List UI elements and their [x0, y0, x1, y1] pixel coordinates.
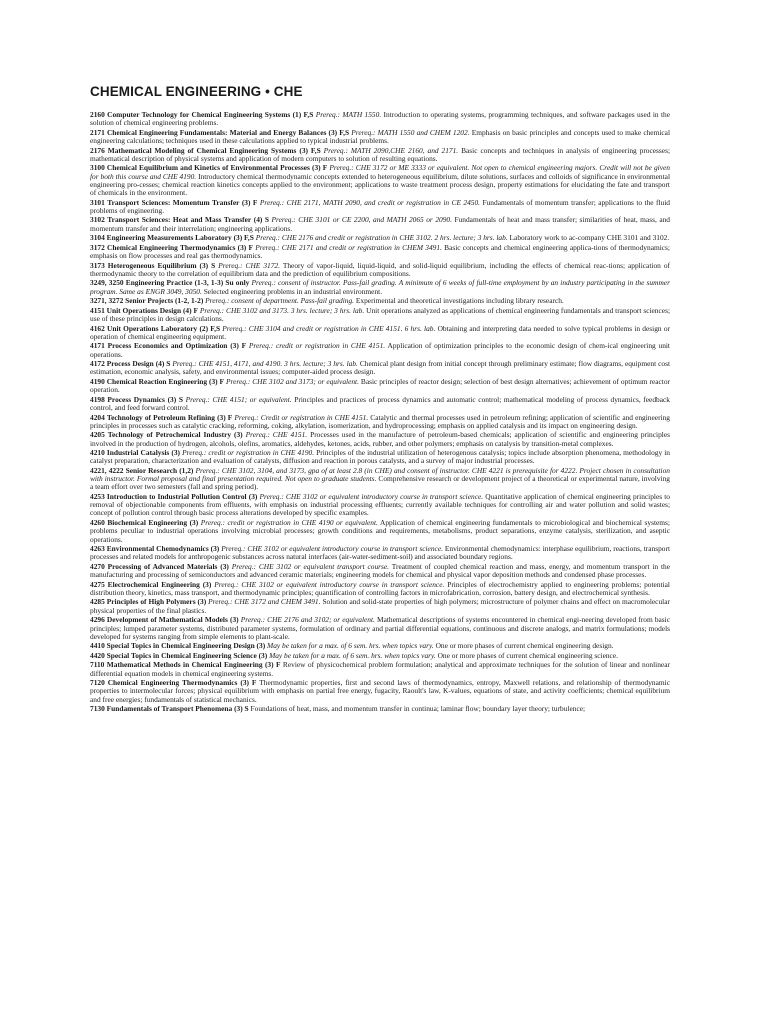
course-title: Chemical Engineering Fundamentals: Material and Energy Balances: [106, 127, 327, 137]
course-credits: (3): [189, 518, 199, 528]
course-prereq: Prereq.: CHE 4151, 4171, and 4190. 3 hrs. lecture; 3 hrs. lab.: [172, 359, 358, 369]
course-entry: [90, 661, 670, 678]
course-description: Mathematical descriptions of systems encountered in chemical engi-neering developed from basic principles; lumped parameter systems, distributed parameter systems, formulation of ordinary and partial differential equations, continuous and discrete analogs, and matrix formulations; models developed for systems ranging from simple elements to plant-scale.: [90, 615, 671, 641]
course-code: 4285: [90, 597, 105, 607]
course-description: Application of optimization principles to the economic design of chem-ical engineering unit operations.: [90, 341, 670, 359]
course-description: Principles of electrochemistry applied to engineering problems; potential distribution theory, kinetics, mass transport, and thermodynamic principles; quantification of controlling factors in microfabrication, corrosion, battery design, and electrochemical synthesis.: [90, 579, 670, 597]
course-entry: [90, 431, 670, 448]
course-code: 3104: [90, 233, 105, 243]
course-prereq: Prereq.: Credit or registration in CHE 4151.: [234, 412, 369, 422]
course-entry: [90, 467, 670, 492]
course-prereq: Prereq.: CHE 3102 and 3173; or equivalent.: [226, 376, 359, 386]
course-prereq: Prereq.: CHE 3104 and credit or registration in CHE 4151. 6 hrs. lab.: [222, 323, 436, 333]
course-title: Special Topics in Chemical Engineering Science: [106, 650, 257, 660]
course-description: Laboratory work to ac-company CHE 3101 and 3102.: [509, 233, 670, 243]
course-code: 3249, 3250: [90, 278, 124, 288]
course-entry: [90, 199, 670, 216]
course-prereq: Prereq.: CHE 2171, MATH 2090, and credit or registration in CE 2450.: [259, 197, 481, 207]
course-credits: (3) F: [312, 163, 328, 173]
course-credits: (3) F,S: [299, 145, 321, 155]
course-credits: (3): [258, 650, 268, 660]
course-entry: [90, 396, 670, 413]
course-credits: (1-2, 1-2): [174, 296, 204, 306]
course-code: 4275: [90, 579, 105, 589]
course-prereq: Prereq.: consent of department. Pass-fail grading.: [205, 296, 355, 306]
course-credits: (3) S: [167, 394, 183, 404]
course-description: Chemical plant design from initial concept through preliminary estimate; flow diagrams, equipment cost estimation, economic analysis, safety, and environmental issues; computer-aided process design.: [90, 359, 671, 377]
course-entry: [90, 164, 670, 197]
course-credits: (1,2): [179, 465, 194, 475]
course-prereq: Prereq.: CHE 3102 or equivalent introductory course in transport science.: [259, 491, 484, 501]
course-credits: (3) F: [230, 341, 247, 351]
course-credits: (3) S: [199, 260, 216, 270]
course-entry: [90, 705, 670, 713]
course-description: Basic concepts and chemical engineering applica-tions of thermodynamics; emphasis on flow processes and real gas thermodynamics.: [90, 242, 670, 261]
course-code: 3172: [90, 242, 105, 252]
course-prereq: Prereq.: CHE 3172.: [218, 260, 280, 270]
course-description: Environmental chemodynamics: interphase equilibrium, reactions, transport processes and related models for anthropogenic substances across natural interfaces (air-water-sediment-soil) and associated boundary regions.: [90, 544, 671, 562]
course-prereq: Prereq.: CHE 2176 and 3102; or equivalent.: [240, 615, 375, 625]
course-code: 2176: [90, 145, 105, 155]
course-credits: (1-3, 1-3) Su only: [194, 278, 250, 288]
course-prereq: Prereq.: credit or registration in CHE 4190.: [182, 448, 315, 458]
course-code: 3271, 3272: [90, 296, 124, 306]
course-prereq: May be taken for a max. of 6 sem. hrs. when topics vary.: [267, 641, 434, 651]
course-title: Chemical Reaction Engineering: [106, 376, 208, 386]
course-entry: [90, 279, 670, 296]
course-credits: (3): [197, 597, 207, 607]
course-description: Emphasis on basic principles and concepts used to make chemical engineering calculations; techniques used in these calculations applied to typical industrial problems.: [90, 127, 670, 146]
course-prereq: Prereq.: CHE 4151.: [245, 430, 308, 440]
course-description: Principles of the industrial utilization of heterogenous catalysis; topics include absorption phenomena, methodology in catalyst preparation, characterization and evaluation of catalysts, diffusion and reaction in porous catalysts, and a survey of major industrial processes.: [90, 448, 670, 466]
course-code: 4162: [90, 323, 105, 333]
course-code: 7130: [90, 704, 105, 714]
course-description: Solution and solid-state properties of high polymers; microstructure of polymer chains and effect on macromolecular physical properties of the final plastics.: [90, 597, 670, 615]
course-title: Special Topics in Chemical Engineering Design: [106, 641, 255, 651]
course-credits: (4) F: [182, 305, 198, 315]
course-description: Basic principles of reactor design; selection of best design alternatives; achievement of optimum reactor operation.: [90, 376, 670, 395]
course-credits: (3) F: [264, 660, 281, 670]
course-entry: [90, 519, 670, 544]
course-code: 4270: [90, 561, 105, 571]
course-credits: (1) F,S: [292, 110, 314, 119]
course-credits: (3): [248, 491, 258, 501]
course-code: 4151: [90, 305, 105, 315]
course-entry: [90, 679, 670, 704]
course-code: 2160: [90, 110, 105, 119]
course-code: 4204: [90, 412, 105, 422]
course-description: Quantitative application of chemical engineering principles to removal of objectionable components from effluents, with emphasis on industrial processing effluents; currently available techniques for controlling air and water pollution and solid wastes; concept of pollution control through basic process alterations developed by specific examples.: [90, 491, 671, 518]
course-credits: (3) F: [241, 197, 258, 207]
course-code: 4198: [90, 394, 105, 404]
course-prereq: Prereq.: consent of instructor. Pass-fail grading. A minimum of 6 weeks of full-time employment by an industry participating in the summer program. Same as ENGR 3049, 3050.: [90, 278, 670, 296]
course-entry: [90, 325, 670, 342]
course-prereq: Prereq.: credit or registration in CHE 4151.: [248, 341, 386, 351]
course-entry: [90, 262, 670, 279]
course-description: Introduction to operating systems, programming techniques, and software packages used in the solution of chemical engineering problems.: [90, 110, 671, 128]
course-credits: (3) F,S: [328, 127, 350, 137]
course-prereq: Prereq.: CHE 3172 and CHEM 3491.: [208, 597, 321, 607]
course-credits: (3) F: [237, 242, 254, 252]
course-description: Unit operations analyzed as applications of chemical engineering fundamentals and transport sciences; use of these principles in design calculations.: [90, 305, 670, 324]
course-prereq: Prereq.: CHE 3102 or equivalent transport course.: [231, 561, 390, 571]
course-code: 4190: [90, 376, 105, 386]
course-credits: (3): [229, 615, 239, 625]
course-code: 7110: [90, 660, 105, 670]
course-credits: (3) F: [217, 412, 233, 422]
course-entry: [90, 616, 670, 641]
course-code: 7120: [90, 678, 105, 688]
course-prereq: Prereq.: CHE 3102 or equivalent introductory course in transport science.: [214, 579, 445, 589]
course-prereq: Prereq.: CHE 4151; or equivalent.: [185, 394, 292, 404]
course-entry: [90, 598, 670, 615]
course-code: 4253: [90, 491, 105, 501]
course-prereq: Prereq.: MATH 1550.: [315, 110, 382, 119]
course-credits: (3): [220, 561, 229, 571]
course-title: Electrochemical Engineering: [107, 579, 200, 589]
course-code: 3100: [90, 163, 105, 173]
course-title: Process Design: [106, 359, 154, 369]
course-prereq: Prereq.: CHE 3102 and 3173. 3 hrs. lecture; 3 hrs. lab.: [199, 305, 365, 315]
course-title: Principles of High Polymers: [106, 597, 196, 607]
course-code: 4171: [90, 341, 105, 351]
course-credits: (3) S: [234, 704, 249, 714]
course-code: 3101: [90, 197, 105, 207]
course-entry: [90, 360, 670, 377]
course-title: Chemical Engineering Thermodynamics: [107, 242, 236, 252]
course-description: Foundations of heat, mass, and momentum transfer in continua; laminar flow; boundary layer theory; turbulence;: [250, 704, 586, 714]
course-description: Fundamentals of momentum transfer; applications to the fluid problems of engineering.: [90, 197, 670, 215]
course-title: Mathematical Methods in Chemical Engineering: [106, 660, 263, 670]
course-code: 4260: [90, 518, 105, 528]
course-entry: [90, 449, 670, 466]
course-title: Unit Operations Design: [106, 305, 182, 315]
section-title: CHEMICAL ENGINEERING • CHE: [90, 84, 303, 99]
course-credits: (4) S: [253, 215, 269, 225]
course-prereq: Prereq.: credit or registration in CHE 4190 or equivalent.: [200, 518, 378, 528]
course-title: Biochemical Engineering: [107, 518, 188, 528]
course-title: Unit Operations Laboratory: [107, 323, 198, 333]
course-prereq: Prereq.: CHE 2176 and credit or registration in CHE 3102. 2 hrs. lecture; 3 hrs. lab.: [255, 233, 508, 243]
course-code: 4420: [90, 650, 105, 660]
course-description: Obtaining and interpreting data needed to solve typical problems in design or operation of chemical engineering equipment.: [90, 323, 670, 341]
course-prereq: Prereq.: CHE 3172 or ME 3333 or equivalent. Not open to chemical engineering majors. Credit will not be given for both this course and CHE 4190.: [90, 163, 670, 181]
course-code: 4221, 4222: [90, 465, 124, 475]
course-title: Transport Sciences: Momentum Transfer: [107, 197, 240, 207]
course-credits: (3) F,S: [233, 233, 254, 243]
course-credits: (3) F: [240, 678, 257, 688]
course-credits: (3) F: [209, 376, 225, 386]
course-entry: [90, 147, 670, 164]
course-title: Environmental Chemodynamics: [106, 544, 209, 554]
course-code: 3102: [90, 215, 105, 225]
course-code: 4263: [90, 544, 105, 554]
course-description: Treatment of coupled chemical reaction and mass, energy, and momentum transport in the manufacturing and processing of semiconductors and advanced ceramic materials; engineering models for chemical and physical vapor deposition methods and condensed phase processes.: [90, 561, 670, 580]
course-title: Fundamentals of Transport Phenomena: [106, 704, 233, 714]
course-prereq: Prereq.: CHE 3101 or CE 2200, and MATH 2065 or 2090.: [271, 215, 452, 225]
course-entry: [90, 216, 670, 233]
course-title: Process Economics and Optimization: [107, 341, 228, 351]
course-entry: [90, 378, 670, 395]
course-description: Catalytic and thermal processes used in petroleum refining; application of scientific and engineering principles in processes such as catalytic cracking, reforming, coking, alkylation, isomerization, and hydroprocessing; emphasis on applied catalysis and its impact on engineering design.: [90, 412, 670, 430]
course-credits: (3): [202, 579, 212, 589]
course-title: Introduction to Industrial Pollution Control: [106, 491, 247, 501]
course-title: Process Dynamics: [107, 394, 165, 404]
course-entry: [90, 581, 670, 598]
course-prereq: Prereq.: CHE 3102 or equivalent introductory course in transport science.: [221, 544, 443, 554]
course-entry: [90, 307, 670, 324]
course-credits: (3): [210, 544, 220, 554]
course-title: Senior Projects: [125, 296, 174, 306]
course-title: Senior Research: [125, 465, 178, 475]
course-description: Theory of vapor-liquid, liquid-liquid, and solid-liquid equilibrium, including the effects of chemical reac-tions; application of thermodynamic theory to the correlation of equilibrium data and the prediction of equilibrium compositions.: [90, 260, 670, 278]
course-code: 4205: [90, 430, 105, 440]
course-title: Chemical Engineering Thermodynamics: [107, 678, 238, 688]
course-title: Heterogeneous Equilibrium: [107, 260, 197, 270]
course-title: Industrial Catalysis: [106, 448, 170, 458]
course-title: Chemical Equilibrium and Kinetics of Environmental Processes: [106, 163, 310, 173]
course-description: One or more phases of current chemical engineering design.: [435, 641, 614, 651]
course-code: 4296: [90, 615, 105, 625]
course-description: Principles and practices of process dynamics and automatic control; mathematical modeling of process dynamics, feedback control, and feed forward control.: [90, 394, 670, 412]
course-description: Introductory chemical thermodynamic concepts extended to heterogeneous equilibrium, dilute solutions, surfaces and colloids of significance in environmental engineering pro-cesses; chemical reaction kinetics concepts applied to the environment; applications to waste treatment process design, property estimations for elucidating the fate and transport of chemicals in the environment.: [90, 171, 670, 198]
course-code: 4410: [90, 641, 105, 651]
course-code: 3173: [90, 260, 105, 270]
course-entry: [90, 297, 670, 305]
course-description: Basic concepts and techniques in analysis of engineering processes; mathematical description of physical systems and application of modern computers to solution of resulting equations.: [90, 145, 671, 163]
course-entry: [90, 493, 670, 518]
course-description: Processes used in the manufacture of petroleum-based chemicals; application of scientific and engineering principles involved in the production of hydrogen, alcohols, olefins, aromatics, aldehydes, ketones, acids, rubber, and other polymers; emphasis on catalysis by transition-metal complexes.: [90, 430, 670, 448]
course-credits: (3): [171, 448, 180, 458]
course-title: Development of Mathematical Models: [106, 615, 228, 625]
course-entry: [90, 129, 670, 146]
course-description: Thermodynamic properties, first and second laws of thermodynamics, entropy, Maxwell relations, and relationship of thermodynamic properties to intermolecular forces; physical equilibrium with emphasis on partial free energy, fugacity, Raoult's law, K-values, equations of state, and activity coefficients; chemical equilibrium and free energies; fundamentals of statistical mechanics.: [90, 678, 670, 704]
course-entry: [90, 234, 670, 242]
course-code: 2171: [90, 127, 105, 137]
course-entry: [90, 244, 670, 261]
course-entry: [90, 545, 670, 562]
course-title: Engineering Measurements Laboratory: [106, 233, 232, 243]
course-description: Experimental and theoretical investigations including library research.: [355, 296, 564, 306]
course-credits: (4) S: [155, 359, 171, 369]
course-list: [90, 111, 670, 715]
course-entry: [90, 642, 670, 650]
course-entry: [90, 111, 670, 128]
course-prereq: Prereq.: CHE 3102, 3104, and 3173, gpa of at least 2.8 (in CHE) and consent of instructor. CHE 4221 is prerequisite for 4222. Project chosen in consultation with instructor. Formal proposal and final presentation required. Not open to graduate students.: [90, 465, 670, 484]
course-code: 4172: [90, 359, 105, 369]
course-description: Review of physicochemical problem formulation; analytical and approximate techniques for the solution of linear and nonlinear differential equation models in chemical engineering systems.: [90, 660, 670, 678]
course-credits: (2) F,S: [199, 323, 221, 333]
course-title: Processing of Advanced Materials: [107, 561, 218, 571]
course-entry: [90, 563, 670, 580]
course-title: Technology of Petroleum Refining: [106, 412, 215, 422]
course-title: Transport Sciences: Heat and Mass Transfer: [107, 215, 252, 225]
course-title: Mathematical Modeling of Chemical Engineering Systems: [107, 145, 297, 155]
course-prereq: Prereq.: MATH 2090,CHE 2160, and 2171.: [323, 145, 459, 155]
course-prereq: Prereq.: MATH 1550 and CHEM 1202.: [351, 127, 470, 137]
course-credits: (3): [234, 430, 243, 440]
course-title: Technology of Petrochemical Industry: [107, 430, 232, 440]
course-prereq: May be taken for a max. of 6 sem. hrs. when topics vary.: [269, 650, 436, 660]
course-credits: (3): [256, 641, 266, 651]
course-prereq: Prereq.: CHE 2171 and credit or registration in CHEM 3491.: [255, 242, 442, 252]
course-entry: [90, 342, 670, 359]
course-code: 4210: [90, 448, 105, 458]
course-description: Fundamentals of heat and mass transfer; similarities of heat, mass, and momentum transfer and their interrelation; engineering applications.: [90, 215, 670, 233]
course-entry: [90, 414, 670, 431]
course-title: Engineering Practice: [125, 278, 193, 288]
course-description: Selected engineering problems in an industrial environment.: [203, 286, 383, 296]
course-description: One or more phases of current chemical engineering science.: [437, 650, 618, 660]
course-entry: [90, 652, 670, 660]
course-title: Computer Technology for Chemical Engineering Systems: [107, 110, 291, 119]
course-description: Application of chemical engineering fundamentals to microbiological and biochemical systems; problems peculiar to industrial operations involving microbial processes; growth conditions and requirements, metabolisms, product separations, enzyme catalysis, sterilization, and aseptic operations.: [90, 518, 670, 544]
course-description: Comprehensive research or development project of a theoretical or experimental nature, involving a team effort over two semesters (fall and spring period).: [90, 474, 670, 492]
